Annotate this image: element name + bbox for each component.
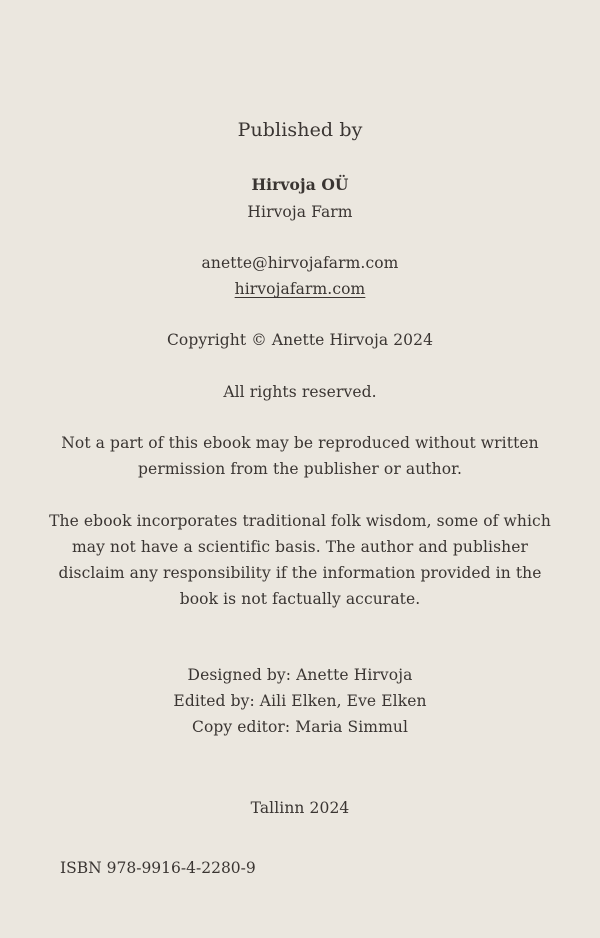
publisher-website-line bbox=[0, 276, 600, 302]
publisher-farm: Hirvoja Farm bbox=[247, 203, 353, 221]
published-by-heading: Published by bbox=[237, 119, 363, 141]
isbn-number: ISBN 978-9916-4-2280-9 bbox=[60, 859, 256, 877]
designer-credit: Designed by: Anette Hirvoja bbox=[187, 666, 413, 684]
rights-reserved: All rights reserved. bbox=[223, 383, 377, 401]
publisher-website-link[interactable]: hirvojafarm.com bbox=[234, 280, 366, 298]
reproduction-notice: Not a part of this ebook may be reproduced without written permission from the publisher or author. bbox=[61, 434, 539, 478]
copy-editor-credit: Copy editor: Maria Simmul bbox=[191, 718, 409, 736]
publication-place-year: Tallinn 2024 bbox=[250, 799, 350, 817]
publisher-company: Hirvoja OÜ bbox=[251, 175, 349, 194]
publisher-email: anette@hirvojafarm.com bbox=[201, 254, 399, 272]
copyright-notice: Copyright © Anette Hirvoja 2024 bbox=[166, 331, 434, 349]
folk-wisdom-disclaimer: The ebook incorporates traditional folk wisdom, some of which may not have a scientific basis. The author and publisher disclaim any responsibility if the information provided in the book is not factually accurate. bbox=[49, 512, 551, 608]
editor-credit: Edited by: Aili Elken, Eve Elken bbox=[173, 692, 427, 710]
